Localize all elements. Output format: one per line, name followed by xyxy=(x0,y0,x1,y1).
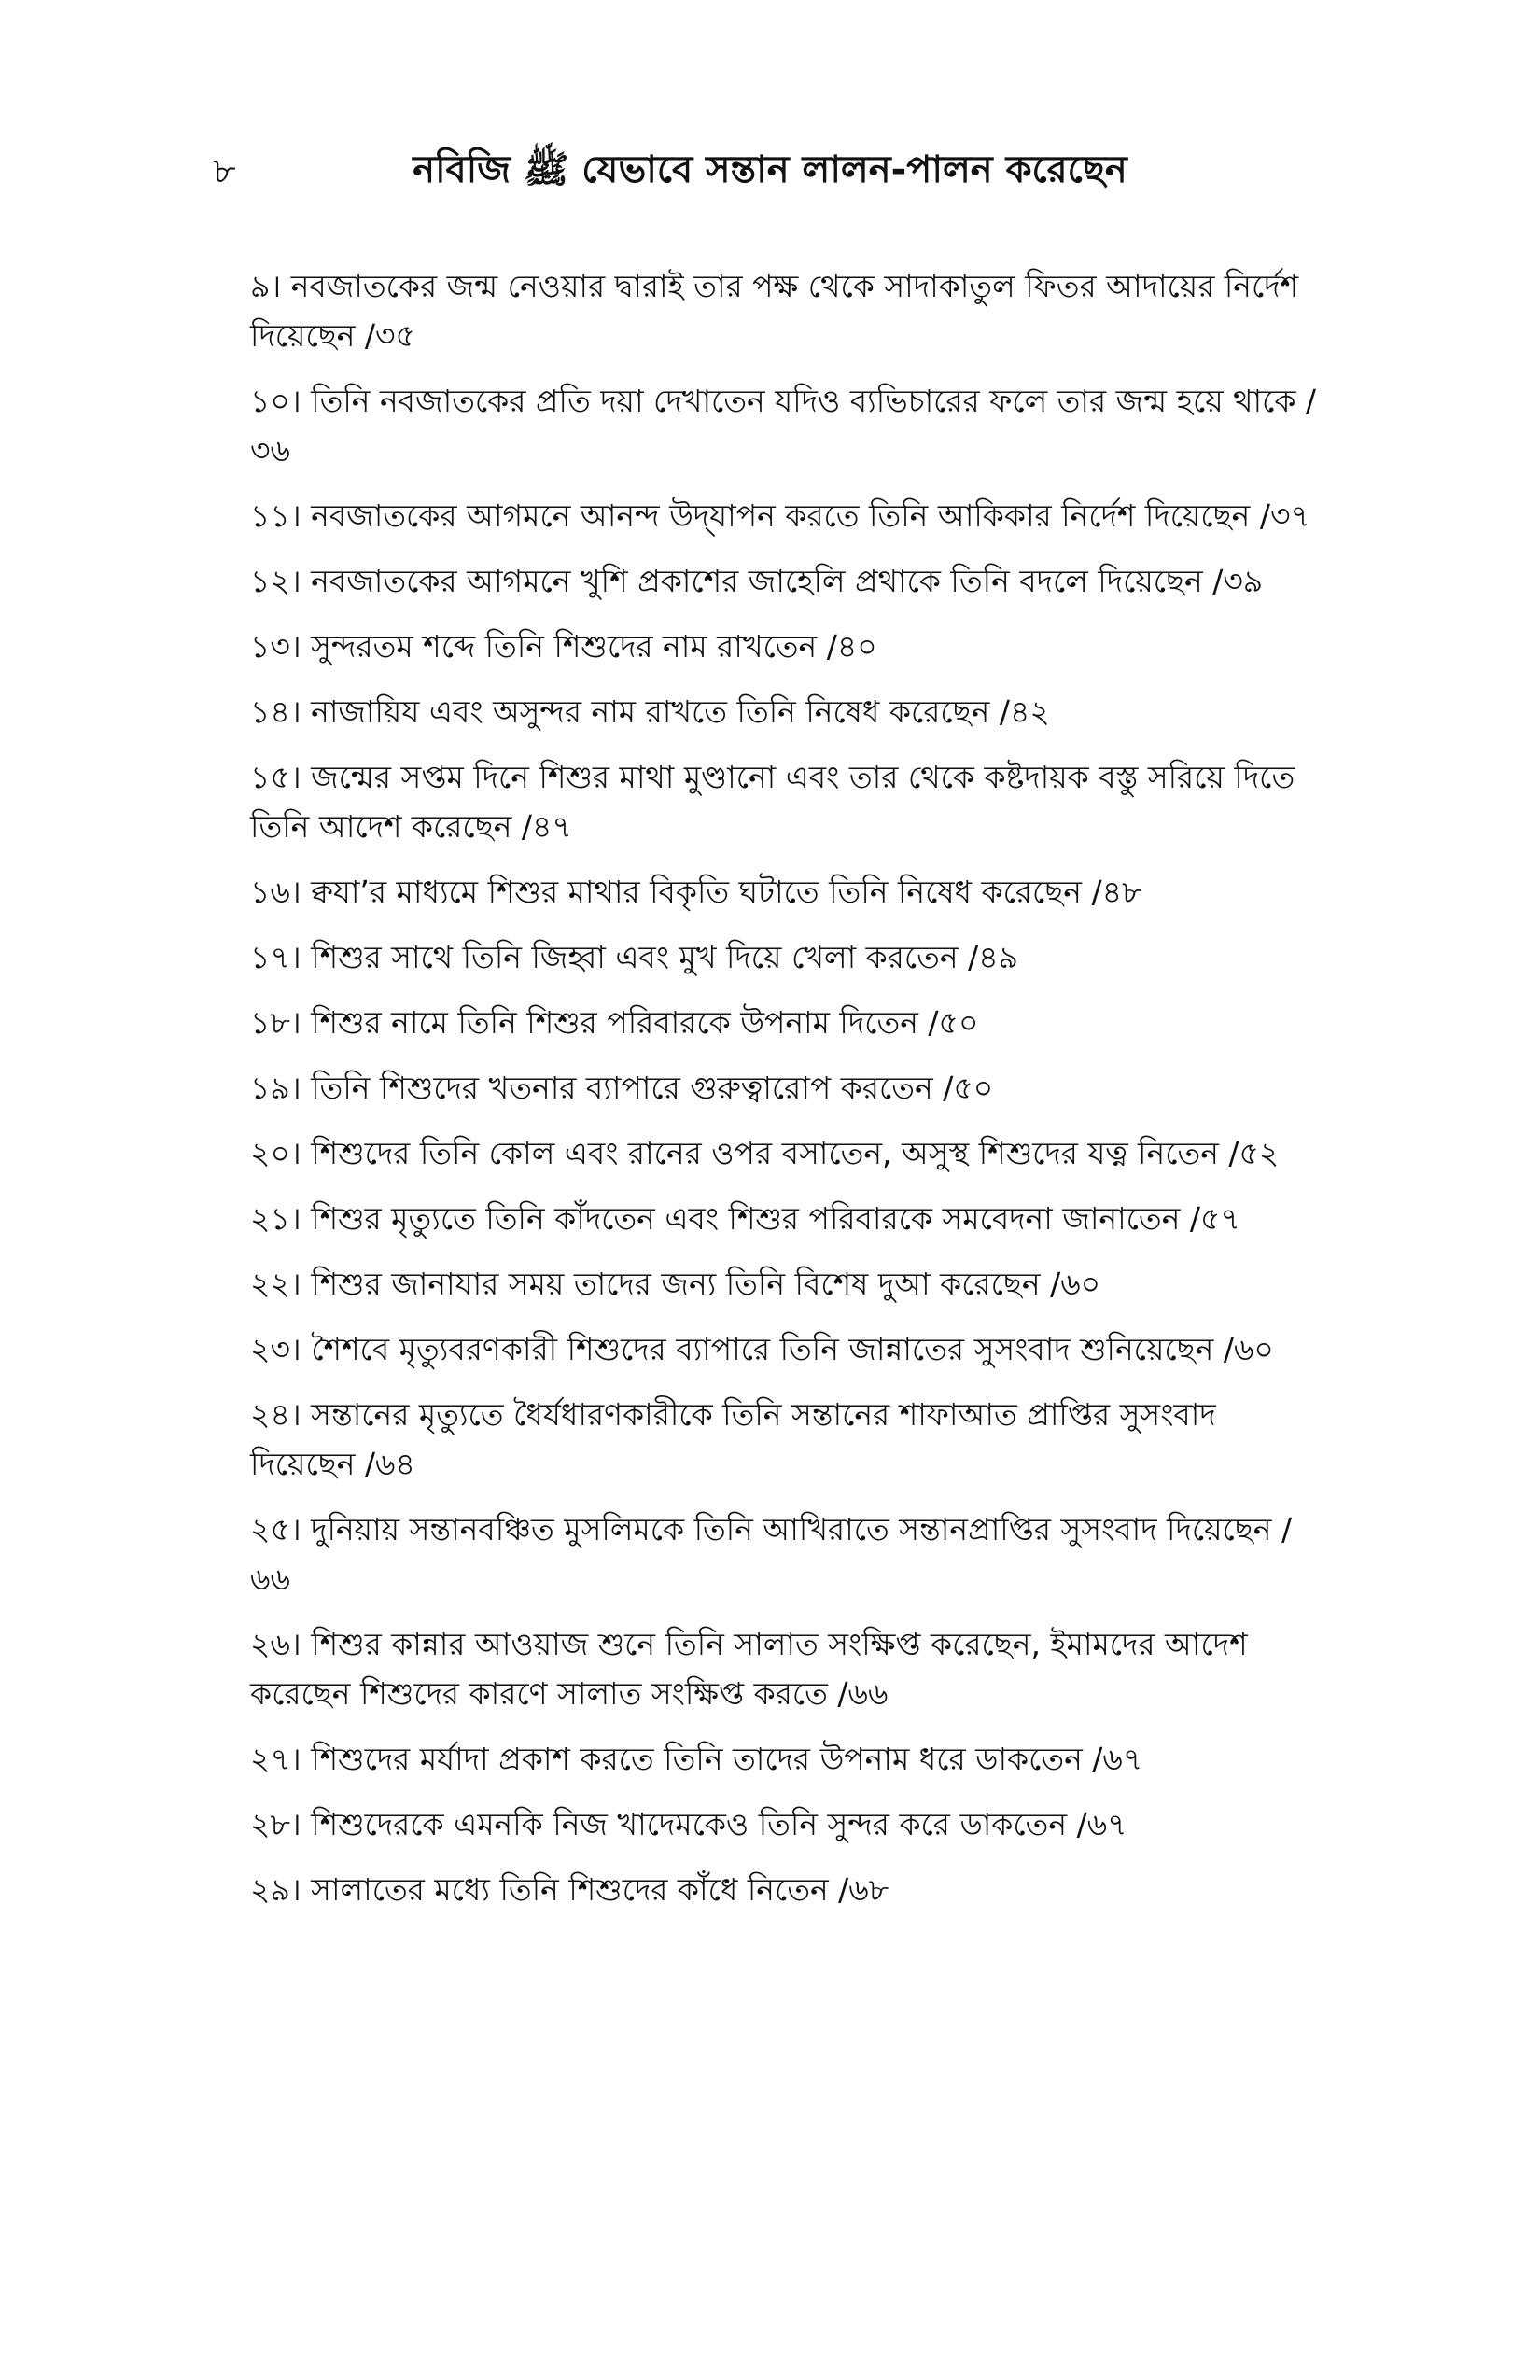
page-number: ৮ xyxy=(213,150,236,191)
table-of-contents xyxy=(250,261,1323,1930)
toc-entry: ৯। নবজাতকের জন্ম নেওয়ার দ্বারাই তার পক্ষ থেকে সাদাকাতুল ফিতর আদায়ের নির্দেশ দিয়েছেন /৩৫ xyxy=(250,268,1299,354)
toc-entry: ১৮। শিশুর নামে তিনি শিশুর পরিবারকে উপনাম দিতেন /৫০ xyxy=(250,1004,979,1041)
running-title: নবিজি ﷺ যেভাবে সন্তান লালন-পালন করেছেন xyxy=(413,148,1127,191)
toc-entry: ২৬। শিশুর কান্নার আওয়াজ শুনে তিনি সালাত সংক্ষিপ্ত করেছেন, ইমামদের আদেশ করেছেন শিশুদের কারণে সালাত সংক্ষিপ্ত করতে /৬৬ xyxy=(250,1626,1248,1712)
toc-entry: ২২। শিশুর জানাযার সময় তাদের জন্য তিনি বিশেষ দুআ করেছেন /৬০ xyxy=(250,1266,1101,1302)
toc-entry: ১৫। জন্মের সপ্তম দিনে শিশুর মাথা মুণ্ডানো এবং তার থেকে কষ্টদায়ক বস্তু সরিয়ে দিতে তিনি আদেশ করেছেন /৪৭ xyxy=(250,759,1295,845)
toc-entry: ১২। নবজাতকের আগমনে খুশি প্রকাশের জাহেলি প্রথাকে তিনি বদলে দিয়েছেন /৩৯ xyxy=(250,563,1264,599)
toc-entry: ২১। শিশুর মৃত্যুতে তিনি কাঁদতেন এবং শিশুর পরিবারকে সমবেদনা জানাতেন /৫৭ xyxy=(250,1200,1240,1237)
toc-entry: ২৯। সালাতের মধ্যে তিনি শিশুদের কাঁধে নিতেন /৬৮ xyxy=(250,1871,889,1908)
toc-entry: ১৯। তিনি শিশুদের খতনার ব্যাপারে গুরুত্বারোপ করতেন /৫০ xyxy=(250,1070,994,1106)
toc-entry: ২৫। দুনিয়ায় সন্তানবঞ্চিত মুসলিমকে তিনি আখিরাতে সন্তানপ্রাপ্তির সুসংবাদ দিয়েছেন /৬৬ xyxy=(250,1511,1293,1597)
toc-entry: ১৬। ক্বযা’র মাধ্যমে শিশুর মাথার বিকৃতি ঘটাতে তিনি নিষেধ করেছেন /৪৮ xyxy=(250,874,1142,910)
toc-entry: ১৩। সুন্দরতম শব্দে তিনি শিশুদের নাম রাখতেন /৪০ xyxy=(250,628,877,665)
toc-entry: ২৭। শিশুদের মর্যাদা প্রকাশ করতে তিনি তাদের উপনাম ধরে ডাকতেন /৬৭ xyxy=(250,1741,1143,1777)
page-header xyxy=(0,140,1540,205)
toc-entry: ১১। নবজাতকের আগমনে আনন্দ উদ্‌যাপন করতে তিনি আকিকার নির্দেশ দিয়েছেন /৩৭ xyxy=(250,497,1310,534)
toc-entry: ২৩। শৈশবে মৃত্যুবরণকারী শিশুদের ব্যাপারে তিনি জান্নাতের সুসংবাদ শুনিয়েছেন /৬০ xyxy=(250,1331,1274,1367)
toc-entry: ১৭। শিশুর সাথে তিনি জিহ্বা এবং মুখ দিয়ে খেলা করতেন /৪৯ xyxy=(250,939,1019,975)
toc-entry: ১৪। নাজায়িয এবং অসুন্দর নাম রাখতে তিনি নিষেধ করেছেন /৪২ xyxy=(250,693,1050,730)
toc-entry: ২৮। শিশুদেরকে এমনকি নিজ খাদেমকেও তিনি সুন্দর করে ডাকতেন /৬৭ xyxy=(250,1806,1127,1842)
toc-entry: ২৪। সন্তানের মৃত্যুতে ধৈর্যধারণকারীকে তিনি সন্তানের শাফাআত প্রাপ্তির সুসংবাদ দিয়েছেন /৬৪ xyxy=(250,1396,1216,1482)
toc-entry: ১০। তিনি নবজাতকের প্রতি দয়া দেখাতেন যদিও ব্যভিচারের ফলে তার জন্ম হয়ে থাকে /৩৬ xyxy=(250,383,1317,469)
toc-entry: ২০। শিশুদের তিনি কোল এবং রানের ওপর বসাতেন, অসুস্থ শিশুদের যত্ন নিতেন /৫২ xyxy=(250,1135,1280,1171)
